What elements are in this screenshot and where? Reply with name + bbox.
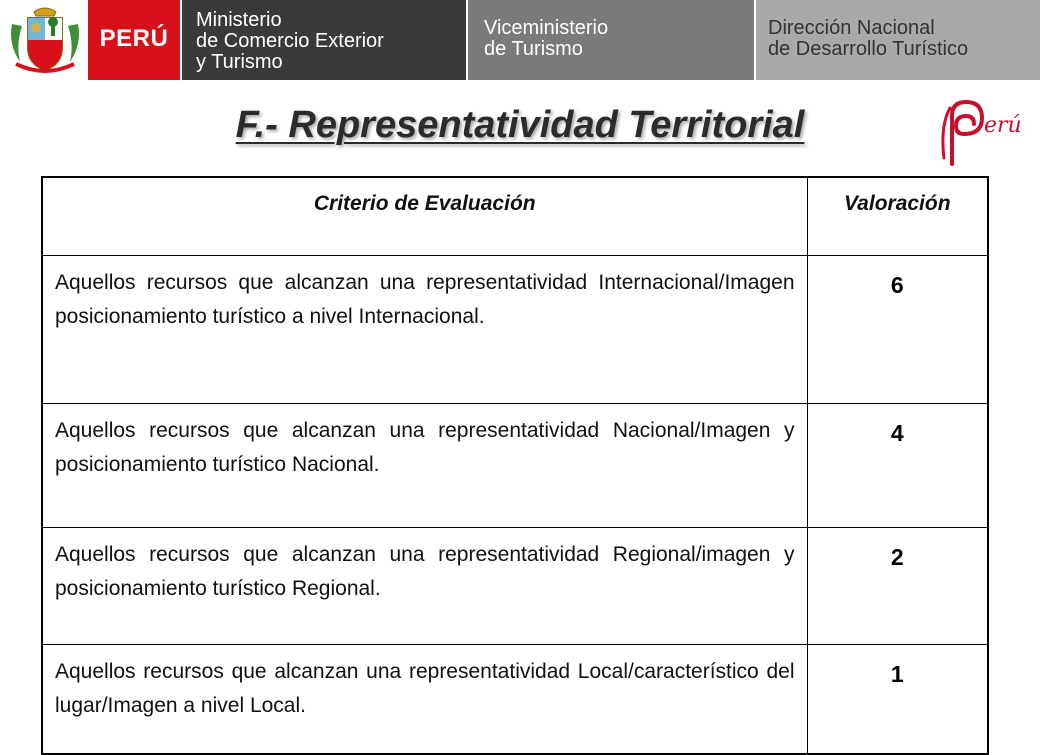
criterion-cell: Aquellos recursos que alcanzan una representatividad Internacional/Imagen posicionamiento turístico a nivel Internacional. bbox=[42, 255, 807, 403]
marca-peru-logo bbox=[930, 96, 1030, 166]
logo-text: erú bbox=[984, 113, 1022, 138]
vice-line: Viceministerio bbox=[484, 17, 609, 39]
table-header-row bbox=[42, 177, 988, 255]
ministry-line: de Comercio Exterior bbox=[196, 30, 384, 52]
criterion-cell: Aquellos recursos que alcanzan una representatividad Regional/imagen y posicionamiento turístico Regional. bbox=[42, 527, 807, 644]
rating-cell: 2 bbox=[807, 527, 988, 644]
criterion-cell: Aquellos recursos que alcanzan una representatividad Nacional/Imagen y posicionamiento turístico Nacional. bbox=[42, 403, 807, 527]
page-title: F.- Representatividad Territorial bbox=[235, 104, 805, 146]
table-row bbox=[42, 644, 988, 754]
direction-block bbox=[756, 0, 1040, 80]
direction-line: de Desarrollo Turístico bbox=[768, 38, 969, 60]
table-row bbox=[42, 255, 988, 403]
header-banner bbox=[0, 0, 1040, 80]
vice-ministry-block bbox=[468, 0, 754, 80]
rating-cell: 4 bbox=[807, 403, 988, 527]
table-row bbox=[42, 403, 988, 527]
evaluation-table bbox=[41, 176, 989, 755]
rating-cell: 6 bbox=[807, 255, 988, 403]
direction-line: Dirección Nacional bbox=[768, 17, 935, 39]
ministry-line: Ministerio bbox=[196, 9, 282, 31]
peru-brand-block bbox=[88, 0, 180, 80]
table-row bbox=[42, 527, 988, 644]
ministry-block bbox=[182, 0, 466, 80]
rating-header: Valoración bbox=[807, 177, 988, 255]
ministry-line: y Turismo bbox=[196, 51, 283, 73]
vice-line: de Turismo bbox=[484, 38, 583, 60]
coat-of-arms-icon bbox=[6, 4, 84, 76]
criterion-header: Criterio de Evaluación bbox=[42, 177, 807, 255]
criterion-cell: Aquellos recursos que alcanzan una representatividad Local/característico del lugar/Imagen a nivel Local. bbox=[42, 644, 807, 754]
rating-cell: 1 bbox=[807, 644, 988, 754]
peru-label: PERÚ bbox=[99, 25, 169, 52]
